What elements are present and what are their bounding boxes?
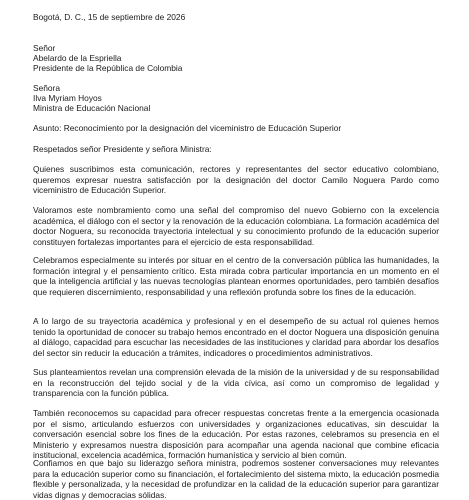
- recipient1-salutation: Señor: [33, 43, 56, 53]
- recipient2-salutation: Señora: [33, 83, 61, 93]
- date-line: Bogotá, D. C., 15 de septiembre de 2026: [33, 12, 186, 22]
- subject-line: Asunto: Reconocimiento por la designación del viceministro de Educación Superior: [33, 123, 342, 133]
- paragraph-5: Sus planteamientos revelan una comprensión elevada de la misión de la universidad y de su responsabilidad en la reconstrucción del tejido social y de la vida cívica, así como un compromiso de legalidad y transparencia con la función pública.: [33, 367, 439, 399]
- recipient1-title: Presidente de la República de Colombia: [33, 63, 183, 73]
- paragraph-7: Confiamos en que bajo su liderazgo señora ministra, podremos sostener conversaciones muy relevantes para la educación superior como su financiación, el fortalecimiento del sistema mixto, la educación posmedia flexible y personalizada, y la necesidad de profundizar en la calidad de la educación superior para garantizar vidas dignas y democracias sólidas.: [33, 458, 439, 500]
- paragraph-1: Quienes suscribimos esta comunicación, rectores y representantes del sector educativo colombiano, queremos expresar nuestra satisfacción por la designación del doctor Camilo Noguera Pardo como viceministro de Educación Superior.: [33, 164, 439, 196]
- paragraph-2: Valoramos este nombramiento como una señal del compromiso del nuevo Gobierno con la excelencia académica, el diálogo con el sector y la renovación de la educación colombiana. La formación académica del doctor Noguera, su reconocida trayectoria intelectual y su conocimiento profundo de la educación superior constituyen fortalezas importantes para el ejercicio de esta responsabilidad.: [33, 205, 439, 247]
- recipient2-name: Ilva Myriam Hoyos: [33, 93, 102, 103]
- recipient1-name: Abelardo de la Espriella: [33, 53, 122, 63]
- recipient2-title: Ministra de Educación Nacional: [33, 103, 151, 113]
- greeting: Respetados señor Presidente y señora Ministra:: [33, 144, 212, 154]
- paragraph-4: A lo largo de su trayectoria académica y profesional y en el desempeño de su actual rol quienes hemos tenido la oportunidad de conocer su trabajo hemos encontrado en el doctor Noguera una disposición genuina al diálogo, capacidad para escuchar las necesidades de las instituciones y claridad para abordar los desafíos del sector sin reducir la educación a trámites, indicadores o procedimientos administrativos.: [33, 316, 439, 358]
- paragraph-3: Celebramos especialmente su interés por situar en el centro de la conversación pública las humanidades, la formación integral y el pensamiento crítico. Esta mirada cobra particular importancia en un momento en el que la inteligencia artificial y las nuevas tecnologías plantean enormes oportunidades, pero también desafíos que requieren discernimiento, responsabilidad y una reflexión profunda sobre los fines de la educación.: [33, 255, 439, 297]
- paragraph-6: También reconocemos su capacidad para ofrecer respuestas concretas frente a la emergencia ocasionada por el sismo, articulando esfuerzos con universidades y organizaciones educativas, sin descuidar la conversación esencial sobre los fines de la educación. Por estas razones, celebramos su presencia en el Ministerio y expresamos nuestra disposición para acompañar una agenda nacional que combine eficacia institucional, excelencia académica, formación humanística y servicio al bien común.: [33, 408, 439, 461]
